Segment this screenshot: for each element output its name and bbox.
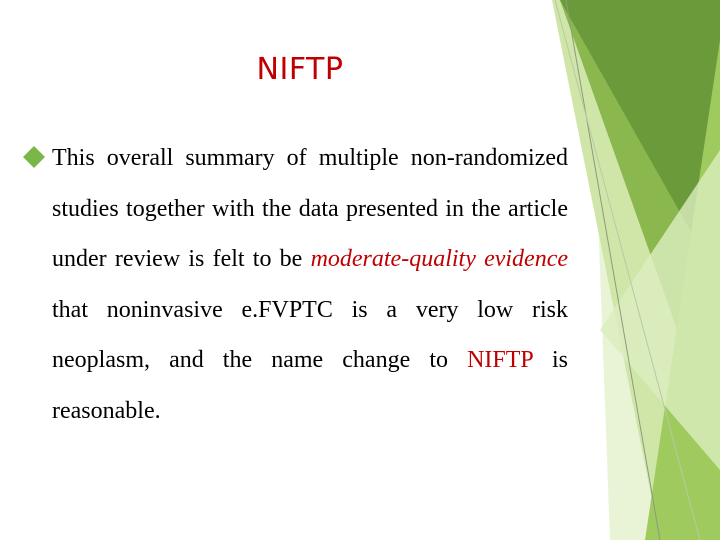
bullet-text-part-2: that noninvasive e.FVPTC is a very low risk neoplasm, and the name change to [52,296,568,373]
bullet-text-highlight: NIFTP [467,347,533,373]
bullet-text-part-1: This overall summary of multiple non-randomized studies together with the data presented in the article under review is felt to be [52,145,568,272]
diamond-bullet-icon [22,145,46,169]
bullet-text-emphasis: moderate-quality evidence [310,246,569,272]
slide-title: NIFTP [256,52,344,87]
bullet-paragraph [52,133,568,436]
bullet-text-part-3: is reasonable. [52,347,568,424]
